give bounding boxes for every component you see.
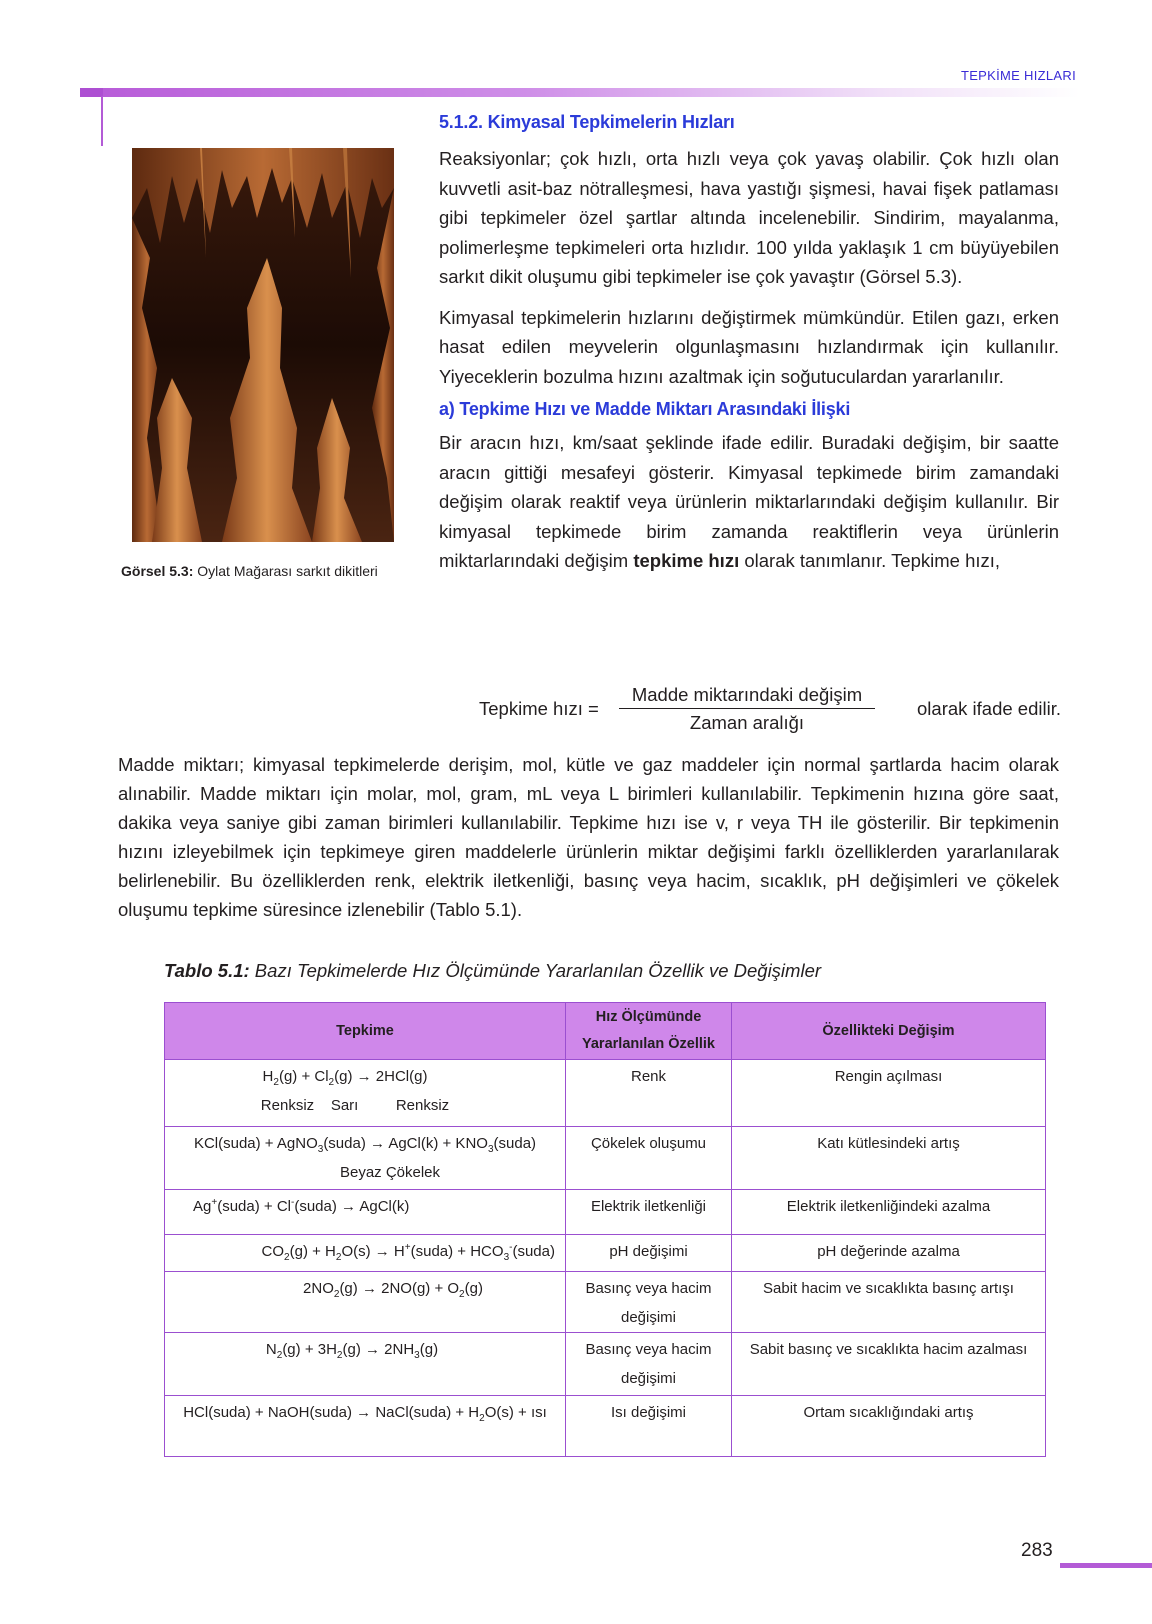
header-rule-accent bbox=[80, 88, 103, 97]
change-cell: Sabit hacim ve sıcaklıkta basınç artışı bbox=[732, 1272, 1046, 1333]
reaction-cell bbox=[165, 1060, 566, 1127]
property-cell: Çökelek oluşumu bbox=[566, 1127, 732, 1190]
cave-illustration bbox=[132, 148, 394, 542]
rate-measurement-table bbox=[164, 1002, 1046, 1457]
reaction-cell: $2NO_2(g) \to 2NO(g) + O_2(g)$ bbox=[165, 1272, 566, 1333]
table-row bbox=[165, 1396, 1046, 1457]
property-cell: Basınç veya hacim değişimi bbox=[566, 1333, 732, 1396]
property-cell: Renk bbox=[566, 1060, 732, 1127]
table-header-row bbox=[165, 1003, 1046, 1060]
running-header: TEPKİME HIZLARI bbox=[960, 68, 1076, 83]
header-change: Özellikteki Değişim bbox=[732, 1003, 1046, 1060]
reaction-note: Renksiz Sarı Renksiz bbox=[260, 1097, 450, 1114]
paragraph-reaction-speeds: Reaksiyonlar; çok hızlı, orta hızlı veya çok yavaş olabilir. Çok hızlı olan kuvvetli asit-baz nötralleşmesi, hava yastığı şişmesi, havai fişek patlaması gibi tepkimeler özel şartlar altında incelenebilir. Sindirim, mayalanma, polimerleşme tepkimeleri orta hızlıdır. 100 yılda yaklaşık 1 cm büyüyebilen sarkıt dikit oluşumu gibi tepkimeler ise çok yavaştır (Görsel 5.3). bbox=[439, 148, 1059, 287]
right-column bbox=[439, 112, 1059, 576]
page-number-rule bbox=[1060, 1563, 1152, 1568]
formula-numerator: Madde miktarındaki değişim bbox=[619, 684, 875, 709]
table-caption bbox=[164, 960, 821, 982]
formula-denominator: Zaman aralığı bbox=[689, 712, 805, 733]
reaction-cell: HCl(suda) + NaOH(suda) → NaCl(suda) + $H_2O(s)$ + ısı bbox=[165, 1396, 566, 1457]
formula-left: Tepkime hızı = bbox=[479, 698, 599, 719]
property-cell: Isı değişimi bbox=[566, 1396, 732, 1457]
header-property: Hız Ölçümünde Yararlanılan Özellik bbox=[566, 1003, 732, 1060]
reaction-cell bbox=[165, 1127, 566, 1190]
property-cell: pH değişimi bbox=[566, 1235, 732, 1272]
table-row bbox=[165, 1060, 1046, 1127]
reaction-cell: $CO_2(g) + H_2O(s)$ → H+(suda) + $HCO_3^-(suda)$ bbox=[165, 1235, 566, 1272]
table-row bbox=[165, 1235, 1046, 1272]
change-cell: Ortam sıcaklığındaki artış bbox=[732, 1396, 1046, 1457]
side-rule bbox=[101, 96, 103, 146]
table-row bbox=[165, 1272, 1046, 1333]
change-cell: Katı kütlesindeki artış bbox=[732, 1127, 1046, 1190]
section-heading: 5.1.2. Kimyasal Tepkimelerin Hızları bbox=[439, 112, 735, 132]
paragraph-changing-rates: Kimyasal tepkimelerin hızlarını değiştirmek mümkündür. Etilen gazı, erken hasat edilen meyvelerin olgunlaşmasını hızlandırmak için kullanılır. Yiyeceklerin bozulma hızını azaltmak için soğutuculardan yararlanılır. bbox=[439, 306, 1059, 387]
p3-before: Bir aracın hızı, km/saat şeklinde ifade edilir. Buradaki değişim, bir saatte aracın gittiği mesafeyi gösterir. Kimyasal tepkimede birim zamandaki değişim olarak reaktif veya ürünlerin miktarlarındaki değişim kullanılır. Bir kimyasal tepkimede birim zamanda reaktiflerin veya ürünlerin miktarlarındaki değişim bbox=[439, 432, 1059, 571]
rate-formula bbox=[479, 684, 1061, 740]
table-caption-label: Tablo 5.1: bbox=[164, 960, 250, 981]
property-cell: Elektrik iletkenliği bbox=[566, 1190, 732, 1235]
reaction-note: Beyaz Çökelek bbox=[339, 1164, 441, 1181]
change-cell: Sabit basınç ve sıcaklıkta hacim azalması bbox=[732, 1333, 1046, 1396]
reaction-equation: KCl(suda) + AgNO$_3$(suda) → AgCl(k) + $KNO_3(suda)$ bbox=[193, 1135, 537, 1155]
figure-caption-text: Oylat Mağarası sarkıt dikitleri bbox=[193, 563, 378, 579]
property-cell: Basınç veya hacim değişimi bbox=[566, 1272, 732, 1333]
change-cell: pH değerinde azalma bbox=[732, 1235, 1046, 1272]
table-row bbox=[165, 1333, 1046, 1396]
cave-stalactite-photo bbox=[132, 148, 394, 542]
change-cell: Rengin açılması bbox=[732, 1060, 1046, 1127]
header-reaction: Tepkime bbox=[165, 1003, 566, 1060]
subsection-heading: a) Tepkime Hızı ve Madde Miktarı Arasındaki İlişki bbox=[439, 399, 851, 419]
figure-caption bbox=[121, 557, 391, 586]
change-cell: Elektrik iletkenliğindeki azalma bbox=[732, 1190, 1046, 1235]
reaction-equation: $H_2(g) + Cl_2(g) \to 2HCl(g)$ bbox=[262, 1068, 428, 1088]
paragraph-rate-definition bbox=[439, 428, 1059, 576]
figure-caption-label: Görsel 5.3: bbox=[121, 563, 194, 579]
table-row bbox=[165, 1127, 1046, 1190]
table-caption-text: Bazı Tepkimelerde Hız Ölçümünde Yararlanılan Özellik ve Değişimler bbox=[249, 960, 822, 981]
reaction-cell: Ag+(suda) + Cl-(suda) → AgCl(k) bbox=[165, 1190, 566, 1235]
formula-fraction bbox=[619, 684, 875, 734]
p3-after: olarak tanımlanır. Tepkime hızı, bbox=[739, 550, 1001, 571]
table-row bbox=[165, 1190, 1046, 1235]
header-rule bbox=[80, 88, 1080, 97]
formula-right: olarak ifade edilir. bbox=[917, 698, 1061, 719]
p3-bold-term: tepkime hızı bbox=[633, 550, 740, 571]
reaction-cell: $N_2(g) + 3H_2(g) \to 2NH_3(g)$ bbox=[165, 1333, 566, 1396]
page-number: 283 bbox=[1021, 1540, 1053, 1561]
paragraph-amount-units: Madde miktarı; kimyasal tepkimelerde derişim, mol, kütle ve gaz maddeler için normal şartlarda hacim olarak alınabilir. Madde miktarı için molar, mol, gram, mL veya L birimleri kullanılabilir. Tepkimenin hızına göre saat, dakika veya saniye gibi zaman birimleri kullanılabilir. Tepkime hızı ise v, r veya TH ile gösterilir. Bir tepkimenin hızını izleyebilmek için tepkimeye giren maddelerle ürünlerin miktar değişimi farklı özelliklerden yararlanılarak belirlenebilir. Bu özelliklerden renk, elektrik iletkenliği, basınç veya hacim, sıcaklık, pH değişimleri ve çökelek oluşumu tepkime süresince izlenebilir (Tablo 5.1). bbox=[118, 754, 1059, 920]
